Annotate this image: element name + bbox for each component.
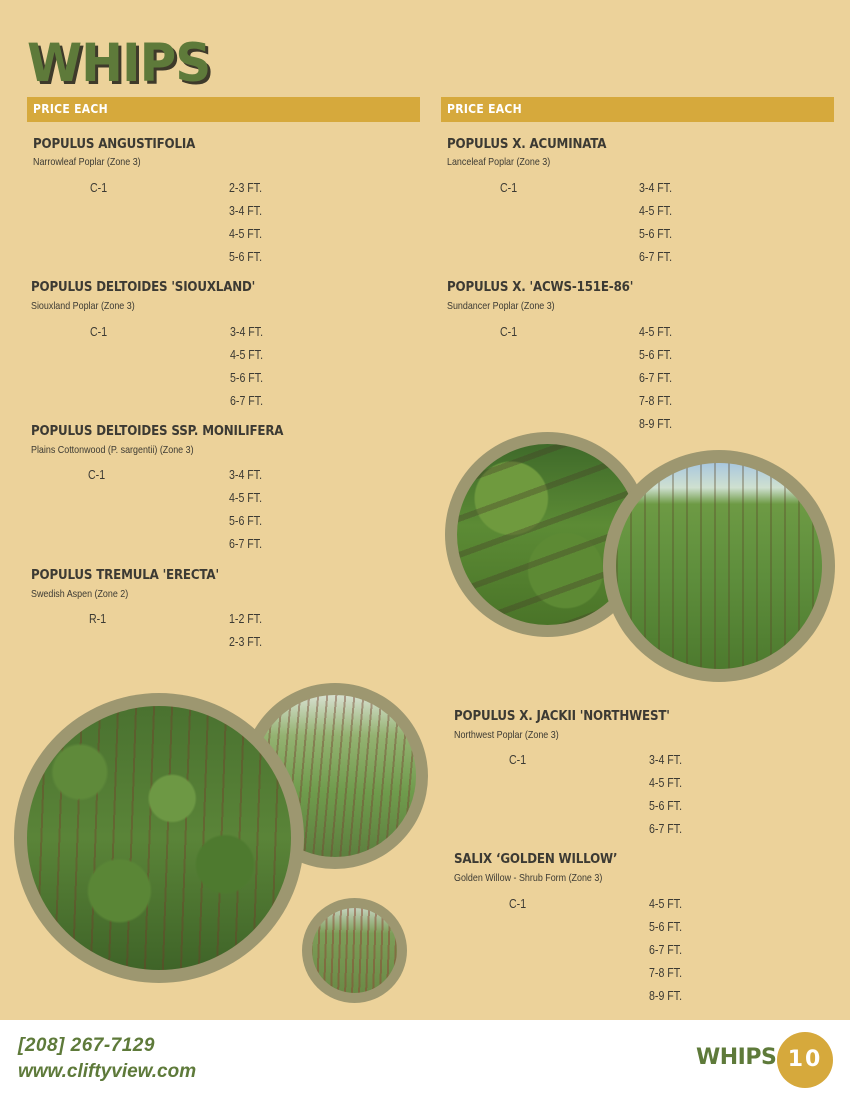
product-size: 6-7 FT. bbox=[229, 537, 263, 551]
product-size: 1-2 FT. bbox=[229, 612, 263, 626]
product-size: 3-4 FT. bbox=[649, 753, 683, 767]
product-name: POPULUS X. ACUMINATA bbox=[447, 136, 607, 152]
product-name: POPULUS X. 'ACWS-151E-86' bbox=[447, 279, 634, 295]
product-common-name: Narrowleaf Poplar (Zone 3) bbox=[33, 156, 141, 168]
page-number-badge: 10 bbox=[777, 1032, 833, 1088]
product-size: 4-5 FT. bbox=[639, 204, 673, 218]
product-size: 4-5 FT. bbox=[649, 776, 683, 790]
product-size: 4-5 FT. bbox=[229, 491, 263, 505]
product-code: C-1 bbox=[90, 325, 108, 339]
product-size: 6-7 FT. bbox=[230, 394, 264, 408]
product-common-name: Golden Willow - Shrub Form (Zone 3) bbox=[454, 872, 603, 884]
product-size: 6-7 FT. bbox=[649, 822, 683, 836]
product-size: 4-5 FT. bbox=[649, 897, 683, 911]
page-title: WHIPS bbox=[27, 32, 211, 94]
product-name: POPULUS DELTOIDES SSP. MONILIFERA bbox=[31, 423, 284, 439]
product-size: 4-5 FT. bbox=[230, 348, 264, 362]
product-name: POPULUS X. JACKII 'NORTHWEST' bbox=[454, 708, 670, 724]
product-size: 3-4 FT. bbox=[229, 204, 263, 218]
product-size: 6-7 FT. bbox=[639, 371, 673, 385]
product-name: SALIX ‘GOLDEN WILLOW’ bbox=[454, 851, 618, 867]
nursery-photo-small bbox=[302, 898, 407, 1003]
product-size: 5-6 FT. bbox=[639, 227, 673, 241]
product-name: POPULUS TREMULA 'ERECTA' bbox=[31, 567, 219, 583]
product-size: 8-9 FT. bbox=[639, 417, 673, 431]
product-code: C-1 bbox=[500, 325, 518, 339]
section-label: WHIPS bbox=[696, 1045, 777, 1070]
price-header-left: PRICE EACH bbox=[27, 97, 420, 122]
product-code: C-1 bbox=[509, 897, 527, 911]
product-code: C-1 bbox=[88, 468, 106, 482]
product-size: 3-4 FT. bbox=[639, 181, 673, 195]
product-code: R-1 bbox=[89, 612, 107, 626]
product-size: 6-7 FT. bbox=[639, 250, 673, 264]
product-size: 3-4 FT. bbox=[229, 468, 263, 482]
product-common-name: Northwest Poplar (Zone 3) bbox=[454, 729, 559, 741]
nursery-photo-aspen bbox=[14, 693, 304, 983]
product-code: C-1 bbox=[509, 753, 527, 767]
product-common-name: Plains Cottonwood (P. sargentii) (Zone 3) bbox=[31, 444, 194, 456]
product-size: 7-8 FT. bbox=[649, 966, 683, 980]
product-size: 4-5 FT. bbox=[229, 227, 263, 241]
product-size: 6-7 FT. bbox=[649, 943, 683, 957]
product-size: 5-6 FT. bbox=[229, 514, 263, 528]
website-link[interactable]: www.cliftyview.com bbox=[18, 1061, 197, 1082]
product-size: 5-6 FT. bbox=[639, 348, 673, 362]
product-name: POPULUS DELTOIDES 'SIOUXLAND' bbox=[31, 279, 256, 295]
product-size: 2-3 FT. bbox=[229, 635, 263, 649]
product-size: 5-6 FT. bbox=[649, 920, 683, 934]
product-size: 3-4 FT. bbox=[230, 325, 264, 339]
product-size: 5-6 FT. bbox=[229, 250, 263, 264]
product-code: C-1 bbox=[90, 181, 108, 195]
phone-number[interactable]: [208] 267-7129 bbox=[18, 1035, 155, 1056]
product-common-name: Lanceleaf Poplar (Zone 3) bbox=[447, 156, 551, 168]
product-code: C-1 bbox=[500, 181, 518, 195]
product-size: 5-6 FT. bbox=[649, 799, 683, 813]
product-size: 8-9 FT. bbox=[649, 989, 683, 1003]
product-size: 2-3 FT. bbox=[229, 181, 263, 195]
product-size: 7-8 FT. bbox=[639, 394, 673, 408]
product-name: POPULUS ANGUSTIFOLIA bbox=[33, 136, 196, 152]
product-size: 5-6 FT. bbox=[230, 371, 264, 385]
product-common-name: Siouxland Poplar (Zone 3) bbox=[31, 300, 135, 312]
price-header-right: PRICE EACH bbox=[441, 97, 834, 122]
product-common-name: Sundancer Poplar (Zone 3) bbox=[447, 300, 555, 312]
nursery-photo-poplars bbox=[603, 450, 835, 682]
product-size: 4-5 FT. bbox=[639, 325, 673, 339]
product-common-name: Swedish Aspen (Zone 2) bbox=[31, 588, 129, 600]
